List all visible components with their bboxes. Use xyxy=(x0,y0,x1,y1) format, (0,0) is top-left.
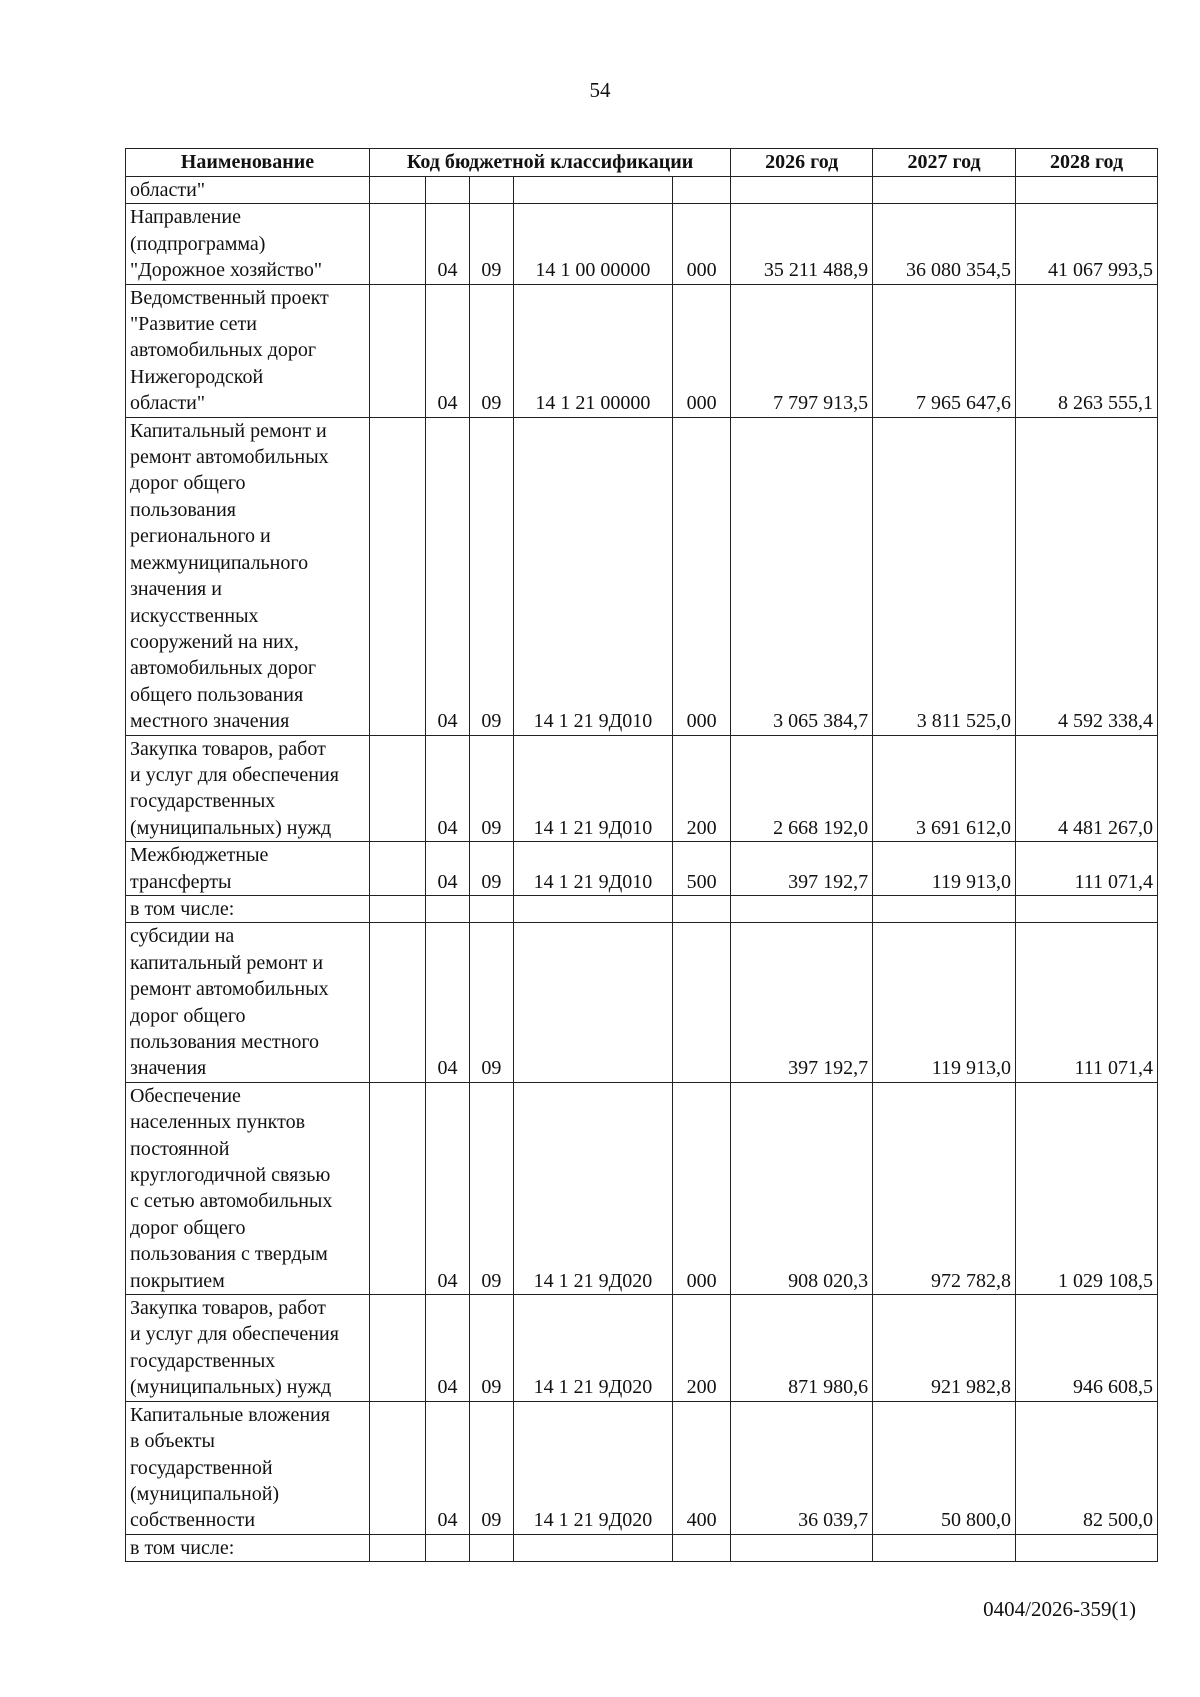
code-subsection-cell: 09 xyxy=(469,842,513,896)
value-2028-cell: 4 592 338,4 xyxy=(1016,417,1158,735)
value-2028-cell: 946 608,5 xyxy=(1016,1295,1158,1402)
value-2026-cell: 35 211 488,9 xyxy=(731,204,873,284)
value-2026-cell: 871 980,6 xyxy=(731,1295,873,1402)
code-expense-type-cell xyxy=(673,923,731,1082)
value-2026-cell: 397 192,7 xyxy=(731,842,873,896)
code-subsection-cell: 09 xyxy=(469,204,513,284)
code-expense-type-cell: 200 xyxy=(673,735,731,842)
code-expense-type-cell: 000 xyxy=(673,284,731,417)
code-empty-cell xyxy=(369,284,425,417)
table-header-row xyxy=(126,149,1158,177)
code-section-cell: 04 xyxy=(426,1082,470,1294)
row-name-cell: Капитальный ремонт и ремонт автомобильных дорог общего пользования регионального и межмуниципального значения и искусственных сооружений на них, автомобильных дорог общего пользования местного значения xyxy=(126,417,370,735)
code-empty-cell xyxy=(369,1534,425,1561)
value-2027-cell: 972 782,8 xyxy=(873,1082,1016,1294)
page-number: 54 xyxy=(589,78,611,102)
value-2026-cell: 2 668 192,0 xyxy=(731,735,873,842)
code-section-cell: 04 xyxy=(426,1401,470,1534)
code-expense-type-cell: 500 xyxy=(673,842,731,896)
code-target-article-cell: 14 1 21 9Д020 xyxy=(513,1082,672,1294)
value-2026-cell: 36 039,7 xyxy=(731,1401,873,1534)
code-target-article-cell xyxy=(513,177,672,204)
table-row xyxy=(126,1534,1158,1561)
code-empty-cell xyxy=(369,1082,425,1294)
row-name-cell: Направление (подпрограмма) "Дорожное хозяйство" xyxy=(126,204,370,284)
code-section-cell: 04 xyxy=(426,735,470,842)
row-name-cell: в том числе: xyxy=(126,895,370,922)
code-subsection-cell xyxy=(469,177,513,204)
code-section-cell: 04 xyxy=(426,923,470,1082)
row-name-cell: субсидии на капитальный ремонт и ремонт автомобильных дорог общего пользования местного значения xyxy=(126,923,370,1082)
code-expense-type-cell: 000 xyxy=(673,417,731,735)
value-2027-cell: 921 982,8 xyxy=(873,1295,1016,1402)
code-empty-cell xyxy=(369,177,425,204)
code-section-cell: 04 xyxy=(426,417,470,735)
value-2028-cell: 8 263 555,1 xyxy=(1016,284,1158,417)
value-2028-cell xyxy=(1016,1534,1158,1561)
value-2027-cell: 119 913,0 xyxy=(873,923,1016,1082)
code-target-article-cell xyxy=(513,1534,672,1561)
code-subsection-cell: 09 xyxy=(469,1401,513,1534)
table-row xyxy=(126,895,1158,922)
code-empty-cell xyxy=(369,735,425,842)
code-section-cell xyxy=(426,177,470,204)
code-empty-cell xyxy=(369,842,425,896)
value-2028-cell: 111 071,4 xyxy=(1016,923,1158,1082)
code-section-cell: 04 xyxy=(426,842,470,896)
table-row xyxy=(126,177,1158,204)
code-expense-type-cell: 200 xyxy=(673,1295,731,1402)
value-2028-cell: 4 481 267,0 xyxy=(1016,735,1158,842)
code-expense-type-cell xyxy=(673,177,731,204)
value-2027-cell xyxy=(873,895,1016,922)
document-id: 0404/2026-359(1) xyxy=(983,1597,1136,1621)
row-name-cell: области" xyxy=(126,177,370,204)
value-2026-cell: 397 192,7 xyxy=(731,923,873,1082)
value-2026-cell: 908 020,3 xyxy=(731,1082,873,1294)
code-subsection-cell: 09 xyxy=(469,1295,513,1402)
header-2026: 2026 год xyxy=(731,149,873,177)
table-row xyxy=(126,204,1158,284)
header-code: Код бюджетной классификации xyxy=(369,149,730,177)
row-name-cell: Закупка товаров, работ и услуг для обеспечения государственных (муниципальных) нужд xyxy=(126,735,370,842)
row-name-cell: Обеспечение населенных пунктов постоянной круглогодичной связью с сетью автомобильных дорог общего пользования с твердым покрытием xyxy=(126,1082,370,1294)
code-expense-type-cell: 000 xyxy=(673,1082,731,1294)
code-expense-type-cell: 400 xyxy=(673,1401,731,1534)
code-expense-type-cell: 000 xyxy=(673,204,731,284)
budget-table xyxy=(125,148,1158,1562)
value-2026-cell xyxy=(731,177,873,204)
code-empty-cell xyxy=(369,1401,425,1534)
code-subsection-cell: 09 xyxy=(469,1082,513,1294)
value-2028-cell xyxy=(1016,895,1158,922)
table-row xyxy=(126,1401,1158,1534)
value-2027-cell: 3 811 525,0 xyxy=(873,417,1016,735)
code-target-article-cell: 14 1 21 9Д020 xyxy=(513,1295,672,1402)
value-2027-cell xyxy=(873,177,1016,204)
code-target-article-cell xyxy=(513,923,672,1082)
code-target-article-cell: 14 1 21 00000 xyxy=(513,284,672,417)
table-row xyxy=(126,417,1158,735)
code-target-article-cell xyxy=(513,895,672,922)
table-row xyxy=(126,735,1158,842)
code-empty-cell xyxy=(369,1295,425,1402)
code-empty-cell xyxy=(369,895,425,922)
code-section-cell: 04 xyxy=(426,284,470,417)
code-empty-cell xyxy=(369,417,425,735)
code-section-cell xyxy=(426,1534,470,1561)
value-2027-cell: 50 800,0 xyxy=(873,1401,1016,1534)
table-row xyxy=(126,923,1158,1082)
value-2026-cell xyxy=(731,895,873,922)
code-target-article-cell: 14 1 21 9Д010 xyxy=(513,417,672,735)
value-2027-cell: 3 691 612,0 xyxy=(873,735,1016,842)
row-name-cell: Межбюджетные трансферты xyxy=(126,842,370,896)
row-name-cell: Капитальные вложения в объекты государственной (муниципальной) собственности xyxy=(126,1401,370,1534)
header-name: Наименование xyxy=(126,149,370,177)
value-2026-cell: 7 797 913,5 xyxy=(731,284,873,417)
value-2026-cell xyxy=(731,1534,873,1561)
value-2028-cell: 82 500,0 xyxy=(1016,1401,1158,1534)
table-row xyxy=(126,1295,1158,1402)
code-empty-cell xyxy=(369,204,425,284)
code-subsection-cell: 09 xyxy=(469,923,513,1082)
code-subsection-cell: 09 xyxy=(469,735,513,842)
code-subsection-cell xyxy=(469,895,513,922)
code-subsection-cell: 09 xyxy=(469,284,513,417)
value-2028-cell: 1 029 108,5 xyxy=(1016,1082,1158,1294)
code-target-article-cell: 14 1 00 00000 xyxy=(513,204,672,284)
code-section-cell xyxy=(426,895,470,922)
table-row xyxy=(126,1082,1158,1294)
code-expense-type-cell xyxy=(673,895,731,922)
header-2027: 2027 год xyxy=(873,149,1016,177)
code-target-article-cell: 14 1 21 9Д010 xyxy=(513,735,672,842)
value-2027-cell: 7 965 647,6 xyxy=(873,284,1016,417)
header-2028: 2028 год xyxy=(1016,149,1158,177)
value-2028-cell: 41 067 993,5 xyxy=(1016,204,1158,284)
value-2027-cell: 119 913,0 xyxy=(873,842,1016,896)
code-target-article-cell: 14 1 21 9Д020 xyxy=(513,1401,672,1534)
code-expense-type-cell xyxy=(673,1534,731,1561)
code-target-article-cell: 14 1 21 9Д010 xyxy=(513,842,672,896)
table-body xyxy=(126,177,1158,1562)
table-row xyxy=(126,842,1158,896)
row-name-cell: в том числе: xyxy=(126,1534,370,1561)
code-subsection-cell xyxy=(469,1534,513,1561)
value-2027-cell: 36 080 354,5 xyxy=(873,204,1016,284)
code-empty-cell xyxy=(369,923,425,1082)
code-subsection-cell: 09 xyxy=(469,417,513,735)
table-row xyxy=(126,284,1158,417)
code-section-cell: 04 xyxy=(426,1295,470,1402)
value-2028-cell: 111 071,4 xyxy=(1016,842,1158,896)
value-2027-cell xyxy=(873,1534,1016,1561)
code-section-cell: 04 xyxy=(426,204,470,284)
row-name-cell: Закупка товаров, работ и услуг для обеспечения государственных (муниципальных) нужд xyxy=(126,1295,370,1402)
value-2026-cell: 3 065 384,7 xyxy=(731,417,873,735)
row-name-cell: Ведомственный проект "Развитие сети автомобильных дорог Нижегородской области" xyxy=(126,284,370,417)
value-2028-cell xyxy=(1016,177,1158,204)
